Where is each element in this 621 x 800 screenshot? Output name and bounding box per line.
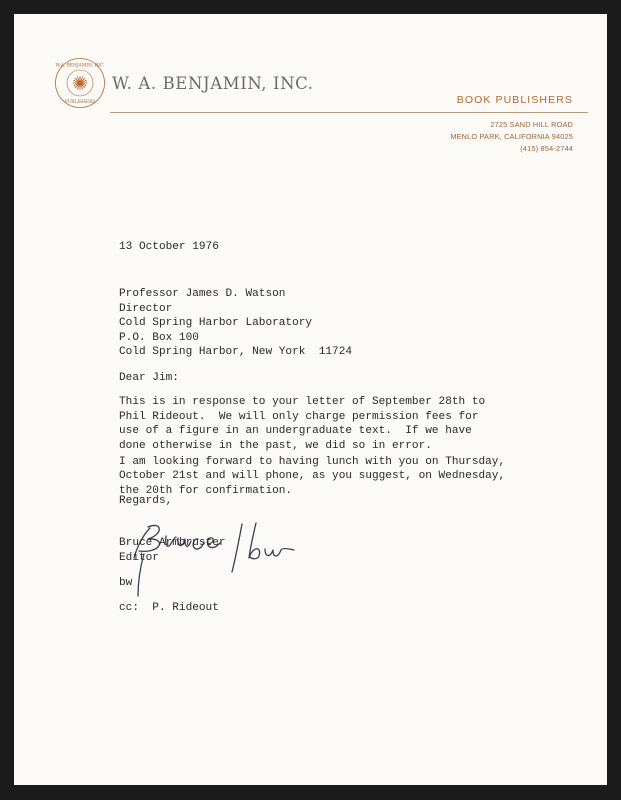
paragraph-1-line-3: use of a figure in an undergraduate text. If we have: [119, 425, 472, 438]
tagline: BOOK PUBLISHERS: [456, 94, 573, 106]
publisher-seal-logo: [54, 57, 106, 109]
company-name: W. A. BENJAMIN, INC.: [112, 74, 314, 93]
recipient-name: Professor James D. Watson: [119, 288, 286, 300]
phone-number: (415) 854-2744: [520, 144, 573, 153]
letter-page: [14, 14, 607, 785]
paragraph-2-line-3: the 20th for confirmation.: [119, 484, 293, 497]
salutation: Dear Jim:: [119, 372, 179, 384]
paragraph-2-line-1: I am looking forward to having lunch with you on Thursday,: [119, 455, 506, 468]
letterhead-rule: [110, 112, 588, 113]
svg-text:PUBLISHERS: PUBLISHERS: [64, 100, 96, 105]
typist-initials: bw: [119, 577, 133, 589]
recipient-po-box: P.O. Box 100: [119, 331, 199, 344]
letter-date: 13 October 1976: [119, 241, 219, 253]
sender-name: Bruce Armbruster: [119, 537, 226, 549]
address-city: MENLO PARK, CALIFORNIA 94025: [450, 132, 573, 141]
svg-text:W.A. BENJAMIN, INC.: W.A. BENJAMIN, INC.: [55, 63, 105, 69]
paragraph-1-line-2: Phil Rideout. We will only charge permission fees for: [119, 410, 479, 423]
paragraph-2-line-2: October 21st and will phone, as you suggest, on Wednesday,: [119, 470, 506, 483]
sender-title: Editor: [119, 551, 159, 564]
recipient-organization: Cold Spring Harbor Laboratory: [119, 317, 313, 330]
recipient-title: Director: [119, 302, 173, 315]
paragraph-1-line-4: done otherwise in the past, we did so in error.: [119, 439, 432, 452]
address-street: 2725 SAND HILL ROAD: [490, 120, 573, 129]
recipient-city: Cold Spring Harbor, New York 11724: [119, 346, 353, 359]
paragraph-1-line-1: This is in response to your letter of September 28th to: [119, 396, 486, 408]
closing: Regards,: [119, 495, 173, 507]
cc-line: cc: P. Rideout: [119, 602, 219, 614]
